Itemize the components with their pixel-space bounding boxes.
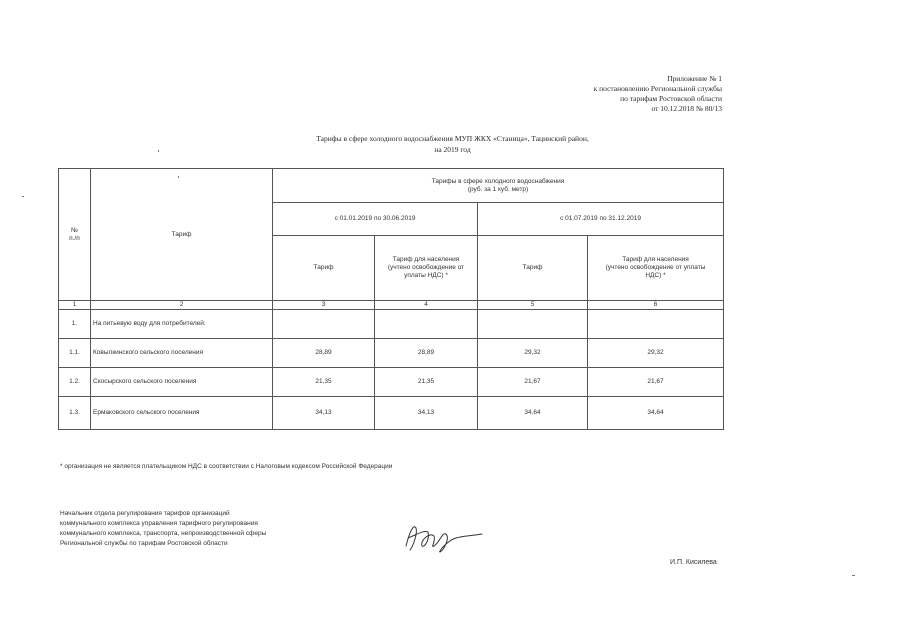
footnote: * организация не является плательщиком НДС в соответствии с Налоговым кодексом Российской Федерации bbox=[60, 463, 393, 470]
column-header-main: Тарифы в сфере холодного водоснабжения (руб. за 1 куб. метр) bbox=[273, 169, 724, 203]
period-header-2: с 01.07.2019 по 31.12.2019 bbox=[478, 203, 724, 236]
subheader-population-2: Тариф для населения (учтено освобождение от уплаты НДС) * bbox=[588, 236, 724, 301]
population-tariff-value: 34,13 bbox=[375, 397, 478, 430]
population-tariff-value: 34,64 bbox=[588, 397, 724, 430]
column-numbers-row bbox=[59, 301, 724, 310]
row-name: Ермаковского сельского поселения bbox=[91, 397, 273, 430]
tariff-value: 21,35 bbox=[273, 368, 375, 397]
empty-cell bbox=[273, 310, 375, 339]
population-tariff-value: 21,35 bbox=[375, 368, 478, 397]
population-tariff-value: 21,67 bbox=[588, 368, 724, 397]
document-title bbox=[0, 133, 905, 155]
table-row bbox=[59, 368, 724, 397]
title-line: Тарифы в сфере холодного водоснабжения МУП ЖКХ «Станица», Тацинский район, bbox=[316, 134, 589, 143]
subheader-tariff-2: Тариф bbox=[478, 236, 588, 301]
row-name: Ковылкинского сельского поселения bbox=[91, 339, 273, 368]
handwritten-signature bbox=[400, 518, 490, 554]
empty-cell bbox=[478, 310, 588, 339]
signer-name: И.П. Кисилева bbox=[670, 559, 717, 566]
table-row bbox=[59, 339, 724, 368]
appendix-reference bbox=[594, 74, 722, 114]
population-tariff-value: 28,89 bbox=[375, 339, 478, 368]
column-header-tariff: Тариф bbox=[91, 169, 273, 301]
subheader-tariff-1: Тариф bbox=[273, 236, 375, 301]
scan-speck bbox=[852, 575, 855, 576]
tariffs-table bbox=[58, 168, 724, 430]
signer-position: Начальник отдела регулирования тарифов организаций коммунального комплекса управления тарифного регулирования коммунального комплекса, транспорта, непроизводственной сферы Региональной службы по тарифам Ростовской области bbox=[60, 510, 267, 547]
scan-speck bbox=[178, 176, 179, 178]
column-number: 5 bbox=[478, 301, 588, 310]
appendix-line: от 10.12.2018 № 80/13 bbox=[651, 104, 722, 113]
column-number: 1 bbox=[59, 301, 91, 310]
appendix-line: к постановлению Региональной службы bbox=[593, 84, 722, 93]
tariff-value: 28,89 bbox=[273, 339, 375, 368]
tariff-value: 29,32 bbox=[478, 339, 588, 368]
table-row bbox=[59, 397, 724, 430]
row-number: 1.2. bbox=[59, 368, 91, 397]
row-number: 1. bbox=[59, 310, 91, 339]
column-number: 3 bbox=[273, 301, 375, 310]
appendix-line: по тарифам Ростовской области bbox=[620, 94, 722, 103]
appendix-line: Приложение № 1 bbox=[667, 74, 722, 83]
empty-cell bbox=[588, 310, 724, 339]
column-number: 4 bbox=[375, 301, 478, 310]
empty-cell bbox=[375, 310, 478, 339]
period-header-1: с 01.01.2019 по 30.06.2019 bbox=[273, 203, 478, 236]
scan-speck bbox=[22, 196, 24, 197]
group-row bbox=[59, 310, 724, 339]
tariff-value: 21,67 bbox=[478, 368, 588, 397]
population-tariff-value: 29,32 bbox=[588, 339, 724, 368]
tariff-value: 34,13 bbox=[273, 397, 375, 430]
row-name: На питьевую воду для потребителей: bbox=[91, 310, 273, 339]
column-header-number: № п./п bbox=[59, 169, 91, 301]
subheader-population-1: Тариф для населения (учтено освобождение от уплаты НДС) * bbox=[375, 236, 478, 301]
column-number: 2 bbox=[91, 301, 273, 310]
column-number: 6 bbox=[588, 301, 724, 310]
row-number: 1.1. bbox=[59, 339, 91, 368]
row-name: Скосырского сельского поселения bbox=[91, 368, 273, 397]
scan-speck bbox=[158, 150, 159, 152]
tariff-value: 34,64 bbox=[478, 397, 588, 430]
title-line: на 2019 год bbox=[434, 145, 471, 154]
row-number: 1.3. bbox=[59, 397, 91, 430]
